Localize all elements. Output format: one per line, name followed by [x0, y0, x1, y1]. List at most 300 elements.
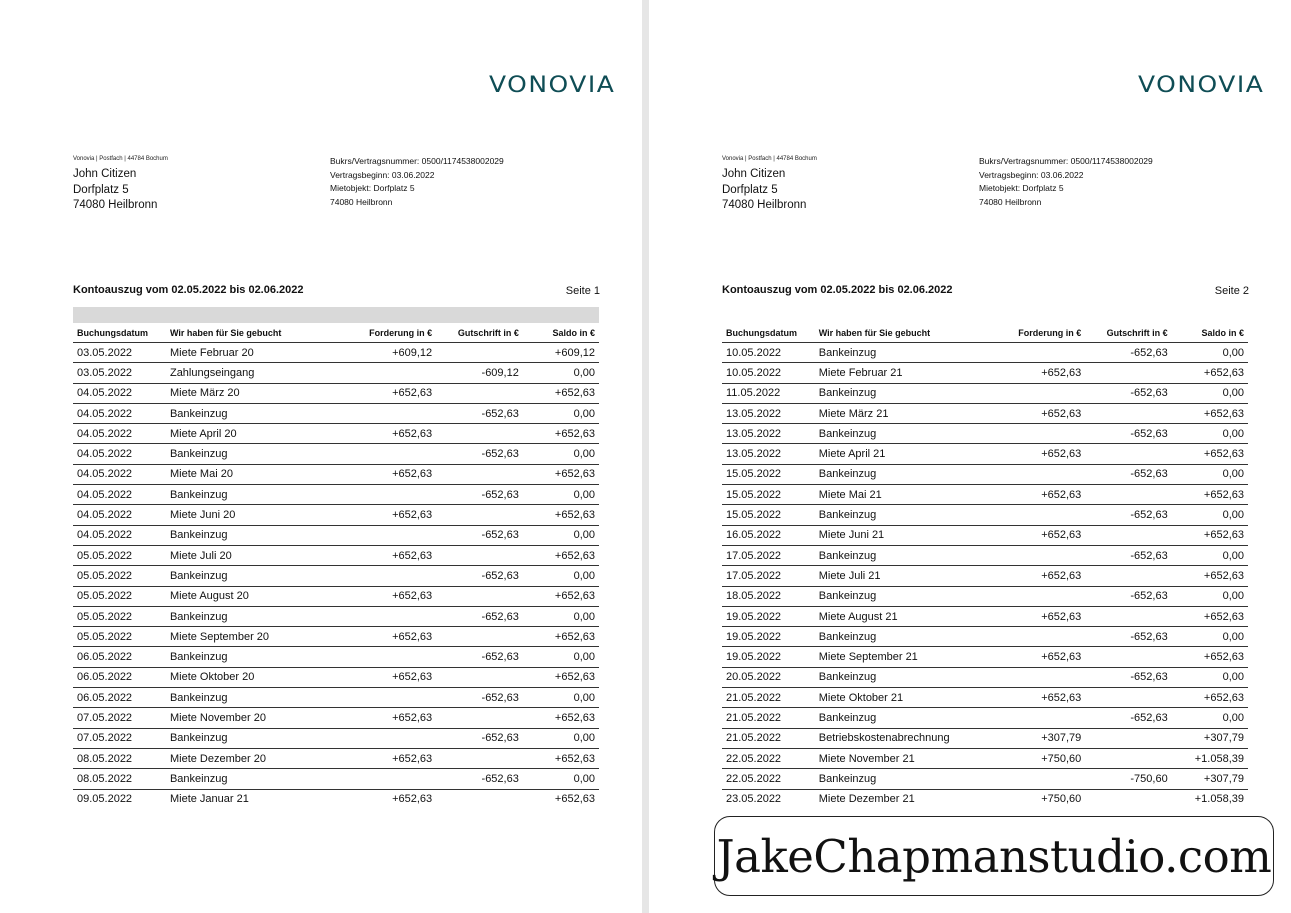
- credit-cell: [436, 586, 523, 606]
- contract-start-label: Vertragsbeginn:: [979, 169, 1039, 180]
- balance-cell: 0,00: [1172, 424, 1248, 444]
- table-row: [722, 424, 1248, 444]
- date-cell: 20.05.2022: [722, 667, 815, 687]
- header-band: [73, 307, 599, 323]
- balance-cell: +652,63: [1172, 647, 1248, 667]
- credit-cell: -652,63: [1085, 464, 1171, 484]
- description-cell: Bankeinzug: [815, 627, 990, 647]
- contract-start-value: 03.06.2022: [1040, 169, 1084, 180]
- date-cell: 05.05.2022: [73, 606, 166, 626]
- date-cell: 19.05.2022: [722, 647, 815, 667]
- balance-cell: 0,00: [523, 647, 599, 667]
- balance-cell: +609,12: [523, 343, 599, 363]
- date-cell: 13.05.2022: [722, 444, 815, 464]
- credit-cell: [436, 667, 523, 687]
- credit-cell: -652,63: [436, 606, 523, 626]
- description-cell: Miete Juni 20: [166, 505, 340, 525]
- balance-cell: 0,00: [1172, 383, 1248, 403]
- table-row: [722, 627, 1248, 647]
- credit-cell: [1085, 403, 1171, 423]
- date-cell: 17.05.2022: [722, 545, 815, 565]
- table-row: [73, 688, 599, 708]
- date-cell: 05.05.2022: [73, 586, 166, 606]
- date-cell: 19.05.2022: [722, 627, 815, 647]
- description-cell: Bankeinzug: [815, 383, 990, 403]
- balance-cell: 0,00: [1172, 464, 1248, 484]
- table-row: [73, 525, 599, 545]
- col-header-debit: Forderung in €: [990, 324, 1086, 343]
- description-cell: Miete November 20: [166, 708, 340, 728]
- description-cell: Bankeinzug: [166, 728, 340, 748]
- table-row: [73, 647, 599, 667]
- sender-line: Vonovia | Postfach | 44784 Bochum: [722, 156, 817, 162]
- debit-cell: +652,63: [990, 566, 1086, 586]
- description-cell: Bankeinzug: [166, 525, 340, 545]
- credit-cell: -652,63: [1085, 505, 1171, 525]
- credit-cell: [436, 789, 523, 809]
- contract-info: [979, 155, 1153, 209]
- table-row: [73, 769, 599, 789]
- col-header-date: Buchungsdatum: [722, 324, 815, 343]
- credit-cell: [436, 545, 523, 565]
- description-cell: Miete Juni 21: [815, 525, 990, 545]
- debit-cell: +652,63: [340, 586, 436, 606]
- table-row: [722, 667, 1248, 687]
- table-row: [722, 545, 1248, 565]
- description-cell: Bankeinzug: [166, 403, 340, 423]
- credit-cell: -652,63: [1085, 383, 1171, 403]
- description-cell: Miete September 20: [166, 627, 340, 647]
- credit-cell: [1085, 789, 1171, 809]
- recipient-city: 74080 Heilbronn: [722, 199, 807, 211]
- table-row: [722, 688, 1248, 708]
- balance-cell: +652,63: [1172, 525, 1248, 545]
- rental-object-city: 74080 Heilbronn: [979, 196, 1042, 207]
- debit-cell: [340, 525, 436, 545]
- table-row: [73, 667, 599, 687]
- table-row: [73, 343, 599, 363]
- date-cell: 15.05.2022: [722, 485, 815, 505]
- sender-line: Vonovia | Postfach | 44784 Bochum: [73, 156, 168, 162]
- page-number: Seite 2: [1214, 285, 1249, 297]
- credit-cell: -609,12: [436, 363, 523, 383]
- table-header-row: [73, 324, 599, 343]
- table-row: [73, 566, 599, 586]
- description-cell: Bankeinzug: [166, 606, 340, 626]
- debit-cell: +652,63: [990, 403, 1086, 423]
- description-cell: Miete Mai 20: [166, 464, 340, 484]
- col-header-balance: Saldo in €: [1172, 324, 1248, 343]
- debit-cell: +652,63: [340, 545, 436, 565]
- debit-cell: +750,60: [990, 748, 1086, 768]
- balance-cell: 0,00: [1172, 627, 1248, 647]
- table-row: [722, 748, 1248, 768]
- debit-cell: [340, 728, 436, 748]
- balance-cell: 0,00: [523, 688, 599, 708]
- table-row: [73, 485, 599, 505]
- col-header-credit: Gutschrift in €: [1085, 324, 1171, 343]
- balance-cell: +652,63: [523, 748, 599, 768]
- table-row: [722, 606, 1248, 626]
- credit-cell: [1085, 728, 1171, 748]
- table-row: [73, 464, 599, 484]
- credit-cell: [1085, 444, 1171, 464]
- date-cell: 22.05.2022: [722, 769, 815, 789]
- credit-cell: -652,63: [1085, 343, 1171, 363]
- credit-cell: [1085, 688, 1171, 708]
- contract-number-label: Bukrs/Vertragsnummer:: [330, 156, 420, 166]
- rental-object-label: Mietobjekt:: [330, 183, 372, 193]
- contract-number-value: 0500/1174538002029: [421, 156, 504, 166]
- description-cell: Miete April 21: [815, 444, 990, 464]
- credit-cell: -652,63: [436, 525, 523, 545]
- balance-cell: 0,00: [523, 444, 599, 464]
- description-cell: Bankeinzug: [166, 769, 340, 789]
- table-row: [73, 363, 599, 383]
- balance-cell: 0,00: [523, 566, 599, 586]
- description-cell: Bankeinzug: [166, 566, 340, 586]
- date-cell: 05.05.2022: [73, 545, 166, 565]
- balance-cell: 0,00: [523, 485, 599, 505]
- debit-cell: [990, 545, 1086, 565]
- table-row: [73, 424, 599, 444]
- date-cell: 19.05.2022: [722, 606, 815, 626]
- date-cell: 21.05.2022: [722, 728, 815, 748]
- description-cell: Miete Oktober 21: [815, 688, 990, 708]
- date-cell: 08.05.2022: [73, 769, 166, 789]
- debit-cell: +652,63: [990, 688, 1086, 708]
- watermark-banner: JakeChapmanstudio.com: [714, 816, 1274, 896]
- description-cell: Miete Mai 21: [815, 485, 990, 505]
- balance-cell: 0,00: [1172, 586, 1248, 606]
- recipient-street: Dorfplatz 5: [73, 183, 129, 196]
- description-cell: Miete August 21: [815, 606, 990, 626]
- description-cell: Miete Oktober 20: [166, 667, 340, 687]
- page-number: Seite 1: [565, 285, 600, 297]
- table-row: [722, 505, 1248, 525]
- debit-cell: [340, 485, 436, 505]
- date-cell: 10.05.2022: [722, 343, 815, 363]
- debit-cell: [340, 363, 436, 383]
- date-cell: 11.05.2022: [722, 383, 815, 403]
- description-cell: Bankeinzug: [166, 688, 340, 708]
- table-row: [722, 403, 1248, 423]
- date-cell: 10.05.2022: [722, 363, 815, 383]
- table-row: [73, 403, 599, 423]
- table-row: [73, 505, 599, 525]
- debit-cell: +652,63: [340, 667, 436, 687]
- debit-cell: +652,63: [990, 606, 1086, 626]
- recipient-address: [722, 167, 806, 214]
- debit-cell: [990, 627, 1086, 647]
- contract-start-label: Vertragsbeginn:: [330, 169, 390, 180]
- statement-title: Kontoauszug vom 02.05.2022 bis 02.06.2022: [722, 284, 953, 296]
- debit-cell: +652,63: [990, 647, 1086, 667]
- debit-cell: [990, 343, 1086, 363]
- date-cell: 09.05.2022: [77, 793, 133, 806]
- ledger-table: [722, 324, 1248, 809]
- description-cell: Bankeinzug: [815, 343, 990, 363]
- description-cell: Miete Februar 20: [166, 343, 340, 363]
- date-cell: 04.05.2022: [73, 505, 166, 525]
- debit-cell: [990, 505, 1086, 525]
- description-cell: Bankeinzug: [815, 769, 990, 789]
- balance-cell: 0,00: [523, 525, 599, 545]
- description-cell: Zahlungseingang: [166, 363, 340, 383]
- description-cell: Miete September 21: [815, 647, 990, 667]
- balance-cell: +652,63: [1172, 403, 1248, 423]
- description-cell: Miete Juli 21: [815, 566, 990, 586]
- rental-object-city: 74080 Heilbronn: [330, 196, 393, 207]
- table-row: [722, 343, 1248, 363]
- table-header-row: [722, 324, 1248, 343]
- table-row: [722, 363, 1248, 383]
- credit-cell: -652,63: [436, 485, 523, 505]
- description-cell: Bankeinzug: [815, 586, 990, 606]
- credit-cell: -652,63: [436, 403, 523, 423]
- recipient-name: John Citizen: [73, 168, 137, 180]
- description-cell: Miete Dezember 20: [166, 748, 340, 768]
- credit-cell: [1085, 363, 1171, 383]
- credit-cell: -652,63: [436, 688, 523, 708]
- balance-cell: 0,00: [1172, 505, 1248, 525]
- date-cell: 22.05.2022: [722, 748, 815, 768]
- description-cell: Miete Februar 21: [815, 363, 990, 383]
- date-cell: 13.05.2022: [722, 424, 815, 444]
- debit-cell: [990, 464, 1086, 484]
- description-cell: Bankeinzug: [166, 647, 340, 667]
- date-cell: 03.05.2022: [73, 363, 166, 383]
- date-cell: 07.05.2022: [73, 728, 166, 748]
- rental-object-label: Mietobjekt:: [979, 183, 1021, 193]
- col-header-debit: Forderung in €: [340, 324, 436, 343]
- date-cell: 08.05.2022: [73, 748, 166, 768]
- description-cell: Bankeinzug: [815, 667, 990, 687]
- debit-cell: [990, 586, 1086, 606]
- description-cell: Miete März 21: [815, 403, 990, 423]
- date-cell: 04.05.2022: [73, 444, 166, 464]
- debit-cell: [990, 667, 1086, 687]
- description-cell: Bankeinzug: [815, 424, 990, 444]
- balance-cell: +652,63: [523, 627, 599, 647]
- credit-cell: [1085, 485, 1171, 505]
- date-cell: 13.05.2022: [722, 403, 815, 423]
- debit-cell: +609,12: [340, 343, 436, 363]
- balance-cell: +652,63: [1172, 566, 1248, 586]
- credit-cell: [1085, 566, 1171, 586]
- recipient-city: 74080 Heilbronn: [73, 199, 158, 211]
- debit-cell: +307,79: [990, 728, 1086, 748]
- description-cell: Bankeinzug: [166, 444, 340, 464]
- balance-cell: +652,63: [1172, 688, 1248, 708]
- description-cell: Bankeinzug: [815, 464, 990, 484]
- vonovia-logo: VONOVIA: [489, 71, 616, 98]
- credit-cell: -652,63: [1085, 424, 1171, 444]
- table-row: [722, 647, 1248, 667]
- credit-cell: -652,63: [1085, 545, 1171, 565]
- debit-cell: [990, 424, 1086, 444]
- date-cell: 03.05.2022: [73, 343, 166, 363]
- description-cell: Miete Juli 20: [166, 545, 340, 565]
- table-row: [722, 485, 1248, 505]
- balance-cell: 0,00: [1172, 708, 1248, 728]
- balance-cell: +652,63: [1172, 363, 1248, 383]
- rental-object-value: Dorfplatz 5: [1022, 183, 1064, 193]
- description-cell: Miete April 20: [166, 424, 340, 444]
- debit-cell: [990, 769, 1086, 789]
- debit-cell: [340, 566, 436, 586]
- description-cell: Miete Dezember 21: [818, 793, 915, 806]
- table-row: [73, 586, 599, 606]
- table-row: [722, 464, 1248, 484]
- debit-cell: +652,63: [340, 464, 436, 484]
- credit-cell: -652,63: [436, 728, 523, 748]
- description-cell: Bankeinzug: [815, 545, 990, 565]
- credit-cell: -652,63: [436, 647, 523, 667]
- debit-cell: [340, 769, 436, 789]
- debit-cell: [990, 383, 1086, 403]
- credit-cell: [1085, 606, 1171, 626]
- balance-cell: 0,00: [1172, 545, 1248, 565]
- credit-cell: [436, 424, 523, 444]
- balance-cell: +652,63: [523, 424, 599, 444]
- ledger-table: [73, 324, 599, 809]
- debit-cell: +652,63: [392, 793, 433, 806]
- date-cell: 18.05.2022: [722, 586, 815, 606]
- contract-start-value: 03.06.2022: [391, 169, 435, 180]
- description-cell: Miete Januar 21: [169, 793, 249, 806]
- table-row: [73, 748, 599, 768]
- balance-cell: 0,00: [523, 606, 599, 626]
- balance-cell: +652,63: [523, 667, 599, 687]
- debit-cell: +652,63: [340, 627, 436, 647]
- date-cell: 15.05.2022: [722, 464, 815, 484]
- balance-cell: +307,79: [1172, 769, 1248, 789]
- recipient-street: Dorfplatz 5: [722, 183, 778, 196]
- table-row: [722, 525, 1248, 545]
- debit-cell: +652,63: [340, 505, 436, 525]
- recipient-name: John Citizen: [722, 168, 786, 180]
- table-row: [73, 728, 599, 748]
- table-row: [73, 545, 599, 565]
- contract-number-label: Bukrs/Vertragsnummer:: [979, 156, 1069, 166]
- credit-cell: -652,63: [1085, 708, 1171, 728]
- credit-cell: -652,63: [1085, 667, 1171, 687]
- credit-cell: [436, 627, 523, 647]
- balance-cell: 0,00: [523, 728, 599, 748]
- date-cell: 17.05.2022: [722, 566, 815, 586]
- table-row: [73, 627, 599, 647]
- balance-cell: 0,00: [1172, 343, 1248, 363]
- ledger-body: [722, 343, 1248, 809]
- table-row: [722, 444, 1248, 464]
- debit-cell: [990, 708, 1086, 728]
- credit-cell: -652,63: [1085, 586, 1171, 606]
- description-cell: Miete März 20: [166, 383, 340, 403]
- contract-number-value: 0500/1174538002029: [1070, 156, 1153, 166]
- date-cell: 06.05.2022: [73, 647, 166, 667]
- credit-cell: -652,63: [436, 444, 523, 464]
- contract-info: [330, 155, 504, 209]
- table-row: [73, 708, 599, 728]
- table-row: [73, 383, 599, 403]
- table-row: [722, 769, 1248, 789]
- balance-cell: +652,63: [523, 383, 599, 403]
- recipient-address: [73, 167, 157, 214]
- description-cell: Miete August 20: [166, 586, 340, 606]
- credit-cell: -652,63: [1085, 627, 1171, 647]
- credit-cell: -750,60: [1085, 769, 1171, 789]
- debit-cell: +652,63: [340, 424, 436, 444]
- debit-cell: +652,63: [990, 363, 1086, 383]
- date-cell: 05.05.2022: [73, 566, 166, 586]
- description-cell: Miete November 21: [815, 748, 990, 768]
- statement-page-2: [649, 0, 1291, 913]
- debit-cell: +652,63: [340, 708, 436, 728]
- date-cell: 23.05.2022: [726, 793, 782, 806]
- debit-cell: +652,63: [340, 383, 436, 403]
- description-cell: Bankeinzug: [815, 505, 990, 525]
- balance-cell: +307,79: [1172, 728, 1248, 748]
- date-cell: 04.05.2022: [73, 525, 166, 545]
- date-cell: 15.05.2022: [722, 505, 815, 525]
- balance-cell: +652,63: [523, 586, 599, 606]
- balance-cell: +652,63: [523, 464, 599, 484]
- rental-object-value: Dorfplatz 5: [373, 183, 415, 193]
- balance-cell: +652,63: [523, 708, 599, 728]
- credit-cell: [1085, 748, 1171, 768]
- balance-cell: +652,63: [1172, 444, 1248, 464]
- statement-title: Kontoauszug vom 02.05.2022 bis 02.06.2022: [73, 284, 304, 296]
- date-cell: 04.05.2022: [73, 485, 166, 505]
- debit-cell: +652,63: [990, 485, 1086, 505]
- col-header-date: Buchungsdatum: [73, 324, 166, 343]
- balance-cell: 0,00: [523, 363, 599, 383]
- credit-cell: [436, 343, 523, 363]
- description-cell: Betriebskostenabrechnung: [815, 728, 990, 748]
- debit-cell: +652,63: [340, 748, 436, 768]
- statement-page-1: [0, 0, 642, 913]
- debit-cell: [340, 688, 436, 708]
- debit-cell: +750,60: [1041, 793, 1082, 806]
- credit-cell: [1085, 647, 1171, 667]
- description-cell: Bankeinzug: [166, 485, 340, 505]
- balance-cell: +652,63: [554, 793, 595, 806]
- credit-cell: [436, 748, 523, 768]
- balance-cell: +1.058,39: [1172, 748, 1248, 768]
- date-cell: 07.05.2022: [73, 708, 166, 728]
- table-row: [722, 708, 1248, 728]
- date-cell: 04.05.2022: [73, 403, 166, 423]
- credit-cell: [436, 383, 523, 403]
- date-cell: 16.05.2022: [722, 525, 815, 545]
- credit-cell: [1085, 525, 1171, 545]
- credit-cell: [436, 708, 523, 728]
- balance-cell: 0,00: [1172, 667, 1248, 687]
- col-header-description: Wir haben für Sie gebucht: [815, 324, 990, 343]
- ledger-body: [73, 343, 599, 809]
- date-cell: 05.05.2022: [73, 627, 166, 647]
- table-row: [722, 586, 1248, 606]
- table-row: [73, 789, 599, 809]
- balance-cell: +1.058,39: [1194, 793, 1244, 806]
- table-row: [73, 606, 599, 626]
- col-header-credit: Gutschrift in €: [436, 324, 523, 343]
- table-row: [73, 444, 599, 464]
- debit-cell: [340, 647, 436, 667]
- credit-cell: [436, 464, 523, 484]
- balance-cell: +652,63: [523, 545, 599, 565]
